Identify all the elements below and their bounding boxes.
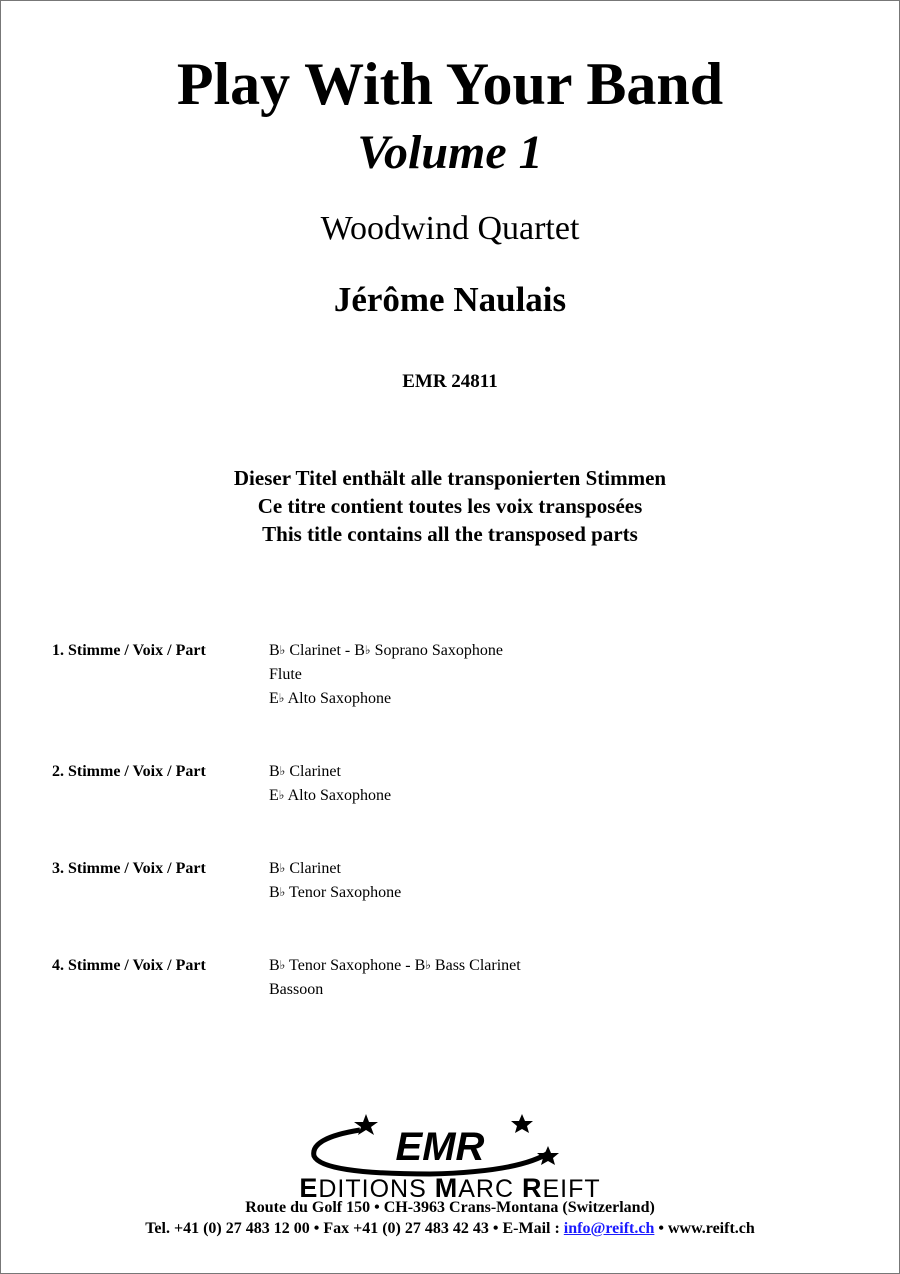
publisher-part: DITIONS xyxy=(318,1175,435,1203)
catalog-number: EMR 24811 xyxy=(402,371,498,392)
composer-name: Jérôme Naulais xyxy=(333,280,567,319)
flat-sign: ♭ xyxy=(279,885,286,899)
flat-sign: ♭ xyxy=(425,958,431,972)
notice-german: Dieser Titel enthält alle transponierten Stimmen xyxy=(233,466,667,490)
logo-text: EMR xyxy=(395,1125,485,1169)
part-instrument-list xyxy=(269,639,503,711)
part-label: 4. Stimme / Voix / Part xyxy=(52,957,206,974)
page-title: Play With Your Band xyxy=(176,51,724,117)
contact-phone-fax: Tel. +41 (0) 27 483 12 00 • Fax +41 (0) 27 483 42 43 • E-Mail : xyxy=(145,1220,564,1237)
publisher-initial-r: R xyxy=(521,1173,543,1203)
flat-sign: ♭ xyxy=(279,958,286,972)
instrument-item: B♭ Clarinet xyxy=(269,860,341,877)
instrument-item: E♭ Alto Saxophone xyxy=(269,690,392,707)
instrument-item: E♭ Alto Saxophone xyxy=(269,787,392,804)
part-label: 3. Stimme / Voix / Part xyxy=(52,860,206,877)
logo-star-icon xyxy=(537,1146,559,1165)
emr-logo xyxy=(300,1108,570,1178)
instrument-item: B♭ Clarinet xyxy=(269,763,341,780)
instrument-item: B♭ Tenor Saxophone xyxy=(269,884,402,901)
volume-subtitle: Volume 1 xyxy=(357,126,543,179)
publisher-initial-m: M xyxy=(434,1173,459,1203)
flat-sign: ♭ xyxy=(364,643,371,657)
part-label: 2. Stimme / Voix / Part xyxy=(52,763,206,780)
part-label: 1. Stimme / Voix / Part xyxy=(52,642,206,659)
transposition-notice xyxy=(0,464,900,548)
flat-sign: ♭ xyxy=(278,691,285,705)
instrument-item: B♭ Clarinet - B♭ Soprano Saxophone xyxy=(269,642,503,659)
notice-english: This title contains all the transposed parts xyxy=(262,522,638,546)
publisher-part: EIFT xyxy=(542,1175,601,1203)
logo-star-icon xyxy=(511,1114,533,1133)
publisher-part: ARC xyxy=(458,1175,522,1203)
ensemble-label: Woodwind Quartet xyxy=(320,210,580,247)
notice-french: Ce titre contient toutes les voix transposées xyxy=(257,494,643,518)
publisher-initial-e: E xyxy=(299,1173,319,1203)
flat-sign: ♭ xyxy=(279,861,286,875)
flat-sign: ♭ xyxy=(278,788,285,802)
instrument-item: B♭ Tenor Saxophone - B♭ Bass Clarinet xyxy=(269,957,521,974)
flat-sign: ♭ xyxy=(279,764,286,778)
contact-website: • www.reift.ch xyxy=(654,1220,755,1237)
part-instrument-list xyxy=(269,857,401,905)
publisher-contact xyxy=(0,1219,900,1239)
flat-sign: ♭ xyxy=(279,643,286,657)
part-instrument-list xyxy=(269,954,521,1002)
instrument-item: Bassoon xyxy=(269,981,324,998)
email-link[interactable]: info@reift.ch xyxy=(563,1220,655,1237)
publisher-address: Route du Golf 150 • CH-3963 Crans-Montana (Switzerland) xyxy=(245,1199,655,1216)
part-instrument-list xyxy=(269,760,391,808)
instrument-item: Flute xyxy=(269,666,302,683)
